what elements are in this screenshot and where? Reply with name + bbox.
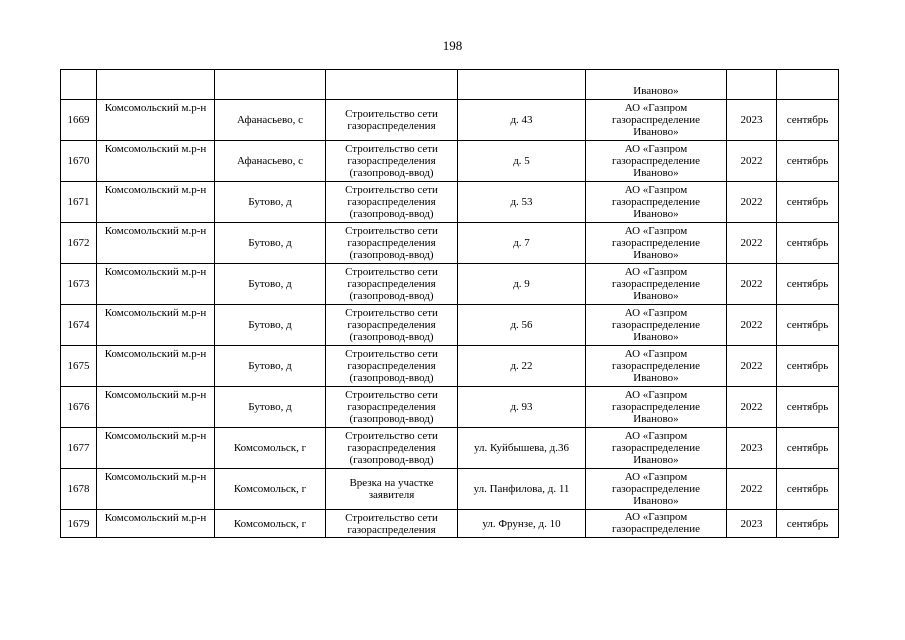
locality-cell: Бутово, д bbox=[215, 182, 326, 223]
page-number: 198 bbox=[442, 38, 463, 53]
row-number-cell: 1675 bbox=[61, 346, 97, 387]
work-type-cell: Строительство сети газораспределения (газопровод-ввод) bbox=[326, 141, 458, 182]
year-cell: 2022 bbox=[727, 346, 777, 387]
locality-cell: Комсомольск, г bbox=[215, 510, 326, 538]
region-cell: Комсомольский м.р-н bbox=[97, 182, 215, 223]
region-cell: Комсомольский м.р-н bbox=[97, 305, 215, 346]
month-cell: сентябрь bbox=[777, 141, 839, 182]
year-cell: 2022 bbox=[727, 264, 777, 305]
month-cell: сентябрь bbox=[777, 100, 839, 141]
table-row bbox=[61, 182, 839, 223]
address-cell: д. 22 bbox=[458, 346, 586, 387]
row-number-cell: 1676 bbox=[61, 387, 97, 428]
month-cell: сентябрь bbox=[777, 346, 839, 387]
work-type-cell: Врезка на участке заявителя bbox=[326, 469, 458, 510]
work-type-cell: Строительство сети газораспределения (газопровод-ввод) bbox=[326, 223, 458, 264]
year-cell: 2023 bbox=[727, 510, 777, 538]
organization-cell: АО «Газпром газораспределение Иваново» bbox=[586, 264, 727, 305]
work-type-cell: Строительство сети газораспределения bbox=[326, 510, 458, 538]
table-row bbox=[61, 346, 839, 387]
address-cell bbox=[458, 70, 586, 100]
locality-cell: Бутово, д bbox=[215, 264, 326, 305]
year-cell: 2022 bbox=[727, 305, 777, 346]
region-cell: Комсомольский м.р-н bbox=[97, 510, 215, 538]
address-cell: ул. Куйбышева, д.36 bbox=[458, 428, 586, 469]
gasification-table bbox=[60, 69, 839, 538]
year-cell: 2022 bbox=[727, 182, 777, 223]
locality-cell: Афанасьево, с bbox=[215, 100, 326, 141]
table-row bbox=[61, 305, 839, 346]
region-cell: Комсомольский м.р-н bbox=[97, 223, 215, 264]
work-type-cell: Строительство сети газораспределения (газопровод-ввод) bbox=[326, 387, 458, 428]
row-number-cell: 1674 bbox=[61, 305, 97, 346]
locality-cell: Бутово, д bbox=[215, 346, 326, 387]
row-number-cell: 1672 bbox=[61, 223, 97, 264]
work-type-cell: Строительство сети газораспределения bbox=[326, 100, 458, 141]
address-cell: д. 7 bbox=[458, 223, 586, 264]
locality-cell: Бутово, д bbox=[215, 387, 326, 428]
month-cell: сентябрь bbox=[777, 469, 839, 510]
organization-cell: АО «Газпром газораспределение Иваново» bbox=[586, 469, 727, 510]
organization-cell: АО «Газпром газораспределение Иваново» bbox=[586, 223, 727, 264]
locality-cell: Бутово, д bbox=[215, 223, 326, 264]
organization-cell: АО «Газпром газораспределение Иваново» bbox=[586, 182, 727, 223]
locality-cell: Бутово, д bbox=[215, 305, 326, 346]
month-cell: сентябрь bbox=[777, 510, 839, 538]
address-cell: ул. Панфилова, д. 11 bbox=[458, 469, 586, 510]
year-cell: 2022 bbox=[727, 141, 777, 182]
work-type-cell: Строительство сети газораспределения (газопровод-ввод) bbox=[326, 305, 458, 346]
table-body bbox=[61, 70, 839, 538]
month-cell bbox=[777, 70, 839, 100]
row-number-cell: 1678 bbox=[61, 469, 97, 510]
work-type-cell bbox=[326, 70, 458, 100]
region-cell: Комсомольский м.р-н bbox=[97, 387, 215, 428]
month-cell: сентябрь bbox=[777, 264, 839, 305]
address-cell: д. 5 bbox=[458, 141, 586, 182]
organization-cell: АО «Газпром газораспределение Иваново» bbox=[586, 387, 727, 428]
work-type-cell: Строительство сети газораспределения (газопровод-ввод) bbox=[326, 428, 458, 469]
address-cell: ул. Фрунзе, д. 10 bbox=[458, 510, 586, 538]
row-number-cell: 1677 bbox=[61, 428, 97, 469]
region-cell: Комсомольский м.р-н bbox=[97, 264, 215, 305]
table-row bbox=[61, 141, 839, 182]
organization-cell: Иваново» bbox=[586, 70, 727, 100]
row-number-cell: 1671 bbox=[61, 182, 97, 223]
address-cell: д. 53 bbox=[458, 182, 586, 223]
organization-cell: АО «Газпром газораспределение Иваново» bbox=[586, 346, 727, 387]
row-number-cell bbox=[61, 70, 97, 100]
address-cell: д. 93 bbox=[458, 387, 586, 428]
month-cell: сентябрь bbox=[777, 305, 839, 346]
row-number-cell: 1679 bbox=[61, 510, 97, 538]
work-type-cell: Строительство сети газораспределения (газопровод-ввод) bbox=[326, 346, 458, 387]
table-row bbox=[61, 100, 839, 141]
address-cell: д. 9 bbox=[458, 264, 586, 305]
organization-cell: АО «Газпром газораспределение Иваново» bbox=[586, 100, 727, 141]
work-type-cell: Строительство сети газораспределения (газопровод-ввод) bbox=[326, 182, 458, 223]
locality-cell: Афанасьево, с bbox=[215, 141, 326, 182]
year-cell bbox=[727, 70, 777, 100]
locality-cell: Комсомольск, г bbox=[215, 428, 326, 469]
row-number-cell: 1669 bbox=[61, 100, 97, 141]
table-row bbox=[61, 264, 839, 305]
continuation-row bbox=[61, 70, 839, 100]
region-cell bbox=[97, 70, 215, 100]
address-cell: д. 43 bbox=[458, 100, 586, 141]
month-cell: сентябрь bbox=[777, 428, 839, 469]
region-cell: Комсомольский м.р-н bbox=[97, 100, 215, 141]
address-cell: д. 56 bbox=[458, 305, 586, 346]
row-number-cell: 1673 bbox=[61, 264, 97, 305]
table-row bbox=[61, 510, 839, 538]
month-cell: сентябрь bbox=[777, 387, 839, 428]
region-cell: Комсомольский м.р-н bbox=[97, 428, 215, 469]
table-row bbox=[61, 223, 839, 264]
year-cell: 2022 bbox=[727, 223, 777, 264]
table-row bbox=[61, 387, 839, 428]
table-row bbox=[61, 469, 839, 510]
row-number-cell: 1670 bbox=[61, 141, 97, 182]
locality-cell bbox=[215, 70, 326, 100]
year-cell: 2023 bbox=[727, 100, 777, 141]
organization-cell: АО «Газпром газораспределение bbox=[586, 510, 727, 538]
locality-cell: Комсомольск, г bbox=[215, 469, 326, 510]
organization-cell: АО «Газпром газораспределение Иваново» bbox=[586, 305, 727, 346]
year-cell: 2022 bbox=[727, 387, 777, 428]
year-cell: 2022 bbox=[727, 469, 777, 510]
organization-cell: АО «Газпром газораспределение Иваново» bbox=[586, 141, 727, 182]
region-cell: Комсомольский м.р-н bbox=[97, 141, 215, 182]
region-cell: Комсомольский м.р-н bbox=[97, 469, 215, 510]
work-type-cell: Строительство сети газораспределения (газопровод-ввод) bbox=[326, 264, 458, 305]
region-cell: Комсомольский м.р-н bbox=[97, 346, 215, 387]
table-row bbox=[61, 428, 839, 469]
organization-cell: АО «Газпром газораспределение Иваново» bbox=[586, 428, 727, 469]
year-cell: 2023 bbox=[727, 428, 777, 469]
month-cell: сентябрь bbox=[777, 223, 839, 264]
month-cell: сентябрь bbox=[777, 182, 839, 223]
